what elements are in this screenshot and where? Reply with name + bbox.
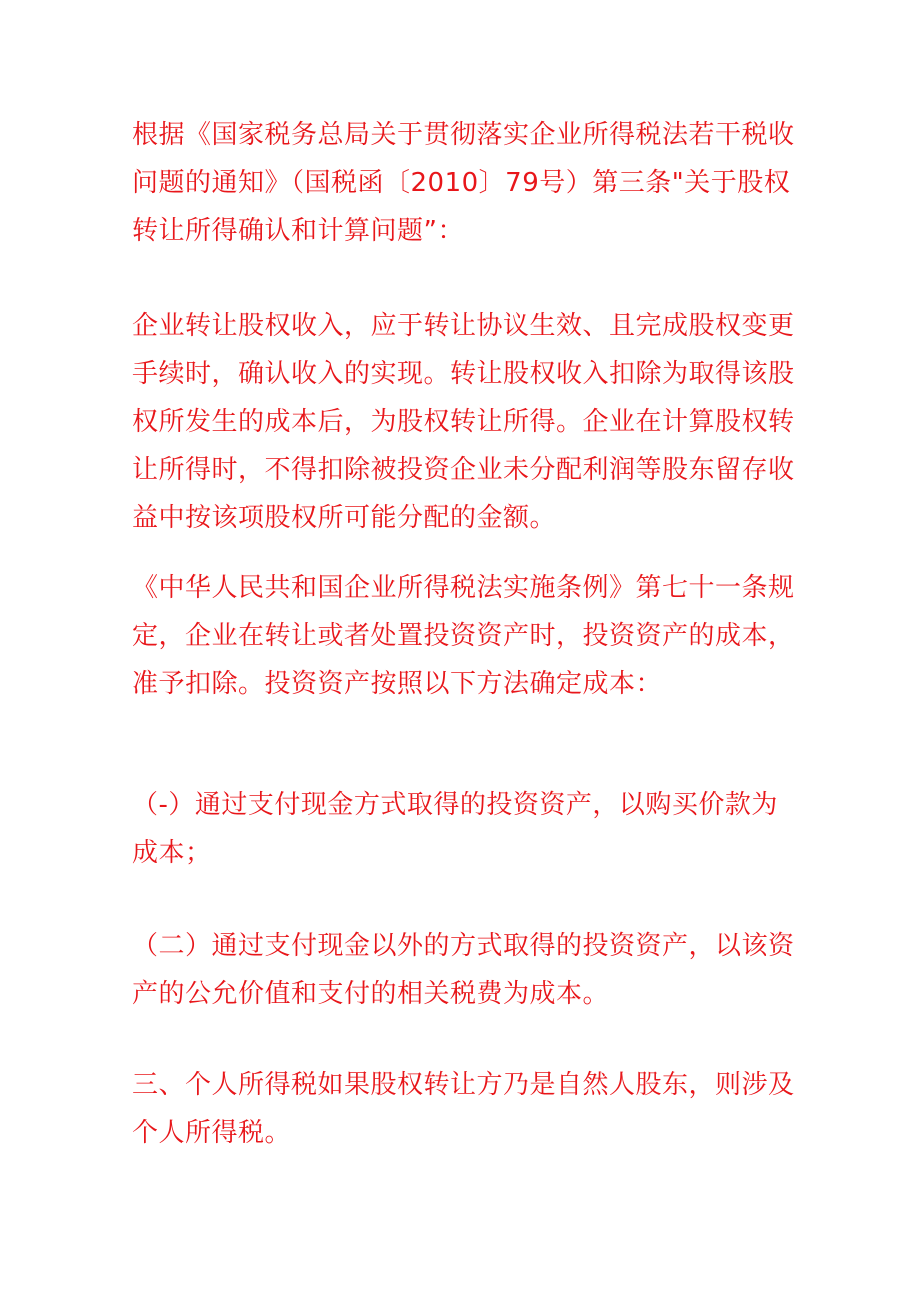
paragraph-implementation-regulation: 《中华人民共和国企业所得税法实施条例》第七十一条规定，企业在转让或者处置投资资产时，投资资产的成本，准予扣除。投资资产按照以下方法确定成本： [132, 573, 795, 699]
paragraph-personal-income-tax: 三、个人所得税如果股权转让方乃是自然人股东，则涉及个人所得税。 [132, 1070, 795, 1148]
paragraph-equity-transfer-income: 企业转让股权收入，应于转让协议生效、且完成股权变更手续时，确认收入的实现。转让股权收入扣除为取得该股权所发生的成本后，为股权转让所得。企业在计算股权转让所得时，不得扣除被投资企业未分配利润等股东留存收益中按该项股权所可能分配的金额。 [132, 311, 795, 533]
paragraph-cash-acquisition: （-）通过支付现金方式取得的投资资产，以购买价款为成本； [132, 790, 778, 868]
paragraph-notice-reference: 根据《国家税务总局关于贯彻落实企业所得税法若干税收问题的通知》（国税函〔2010〕79号）第三条"关于股权转让所得确认和计算问题”： [132, 120, 795, 246]
paragraph-non-cash-acquisition: （二）通过支付现金以外的方式取得的投资资产，以该资产的公允价值和支付的相关税费为成本。 [132, 931, 795, 1009]
